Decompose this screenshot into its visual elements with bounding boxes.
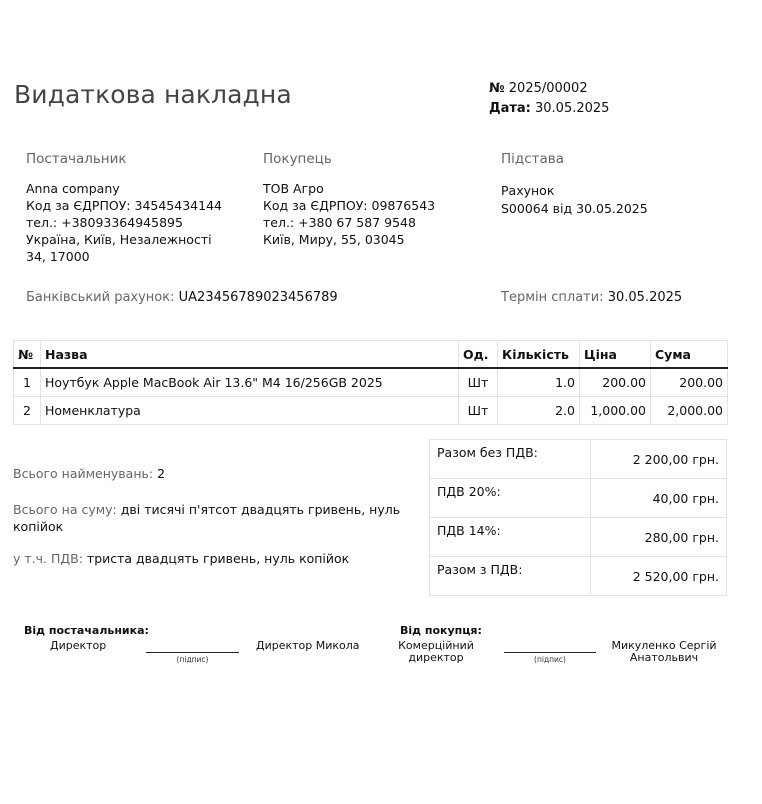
- buyer-signature-line: [504, 652, 596, 653]
- total-with-vat-label: Разом з ПДВ:: [430, 557, 591, 596]
- supplier-signature-line: [146, 652, 239, 653]
- buyer-phone: тел.: +380 67 587 9548: [263, 215, 416, 230]
- document-title: Видаткова накладна: [14, 80, 292, 109]
- supplier-address-2: 34, 17000: [26, 249, 90, 264]
- totals-row: [430, 557, 727, 596]
- supplier-position: Директор: [50, 639, 107, 652]
- supplier-label: Постачальник: [26, 151, 127, 167]
- total-in-words: [13, 501, 413, 535]
- vat14-value: 280,00 грн.: [591, 518, 727, 557]
- document-date: 30.05.2025: [535, 101, 610, 116]
- basis-line-1: Рахунок: [501, 183, 555, 198]
- totals-row: [430, 440, 727, 479]
- col-no: №: [14, 341, 41, 369]
- table-header-row: [14, 341, 728, 369]
- total-in-words-value-2: копійок: [13, 519, 64, 534]
- supplier-person: Директор Микола: [256, 639, 360, 652]
- buyer-code: Код за ЄДРПОУ: 09876543: [263, 198, 436, 213]
- bank-account: [26, 290, 338, 305]
- buyer-address: Київ, Миру, 55, 03045: [263, 232, 405, 247]
- col-unit: Од.: [459, 341, 498, 369]
- row-unit: Шт: [459, 397, 498, 425]
- payment-label: Термін сплати:: [501, 290, 604, 305]
- supplier-address-1: Україна, Київ, Незалежності: [26, 232, 212, 247]
- table-row: [14, 397, 728, 425]
- items-table: [13, 340, 728, 425]
- buyer-position-2: директор: [408, 651, 464, 664]
- buyer-sign-hint: (підпис): [534, 655, 566, 664]
- payment-term: [501, 290, 682, 305]
- bank-value: UA23456789023456789: [178, 290, 338, 305]
- col-qty: Кількість: [498, 341, 580, 369]
- row-no: 1: [14, 368, 41, 397]
- document-number-block: [489, 79, 609, 119]
- row-qty: 2.0: [498, 397, 580, 425]
- buyer-label: Покупець: [263, 151, 332, 167]
- vat-in-words: [13, 550, 413, 567]
- row-price: 200.00: [580, 368, 651, 397]
- totals-row: [430, 518, 727, 557]
- buyer-block: [263, 151, 483, 248]
- row-sum: 2,000.00: [651, 397, 728, 425]
- buyer-person-2: Анатольвич: [629, 651, 699, 664]
- total-in-words-label: Всього на суму:: [13, 502, 117, 517]
- items-count-value: 2: [157, 466, 166, 481]
- buyer-position: [393, 640, 479, 664]
- basis-line-2: S00064 від 30.05.2025: [501, 201, 648, 216]
- payment-value: 30.05.2025: [607, 290, 683, 305]
- total-with-vat-value: 2 520,00 грн.: [591, 557, 727, 596]
- row-qty: 1.0: [498, 368, 580, 397]
- row-name: Ноутбук Apple MacBook Air 13.6" M4 16/256GB 2025: [41, 368, 459, 397]
- row-sum: 200.00: [651, 368, 728, 397]
- total-no-vat-value: 2 200,00 грн.: [591, 440, 727, 479]
- col-name: Назва: [41, 341, 459, 369]
- supplier-phone: тел.: +38093364945895: [26, 215, 183, 230]
- totals-table: [429, 439, 727, 596]
- supplier-code: Код за ЄДРПОУ: 34545434144: [26, 198, 222, 213]
- date-label: Дата:: [489, 101, 531, 116]
- buyer-person-1: Микуленко Сергій: [611, 639, 717, 652]
- supplier-sign-hint: (підпис): [176, 655, 209, 664]
- totals-row: [430, 479, 727, 518]
- supplier-name: Anna company: [26, 181, 120, 196]
- buyer-name: ТОВ Агро: [263, 181, 324, 196]
- table-row: [14, 368, 728, 397]
- col-price: Ціна: [580, 341, 651, 369]
- buyer-person: [608, 640, 720, 664]
- col-sum: Сума: [651, 341, 728, 369]
- basis-label: Підстава: [501, 151, 565, 167]
- supplier-block: [26, 151, 246, 265]
- vat20-value: 40,00 грн.: [591, 479, 727, 518]
- buyer-sign-label: Від покупця:: [400, 624, 482, 637]
- row-name: Номенклатура: [41, 397, 459, 425]
- row-price: 1,000.00: [580, 397, 651, 425]
- row-unit: Шт: [459, 368, 498, 397]
- buyer-position-1: Комерційний: [398, 639, 474, 652]
- vat-in-words-value: триста двадцять гривень, нуль копійок: [86, 551, 350, 566]
- total-in-words-value-1: дві тисячі п'ятсот двадцять гривень, нуль: [120, 502, 401, 517]
- vat20-label: ПДВ 20%:: [430, 479, 591, 518]
- supplier-sign-label: Від постачальника:: [24, 624, 149, 637]
- vat14-label: ПДВ 14%:: [430, 518, 591, 557]
- total-no-vat-label: Разом без ПДВ:: [430, 440, 591, 479]
- items-count-label: Всього найменувань:: [13, 466, 154, 481]
- row-no: 2: [14, 397, 41, 425]
- basis-block: [501, 151, 731, 218]
- vat-in-words-label: у т.ч. ПДВ:: [13, 551, 83, 566]
- items-count: [13, 465, 413, 482]
- bank-label: Банківський рахунок:: [26, 290, 175, 305]
- number-label: №: [489, 81, 505, 96]
- document-number: 2025/00002: [508, 81, 588, 96]
